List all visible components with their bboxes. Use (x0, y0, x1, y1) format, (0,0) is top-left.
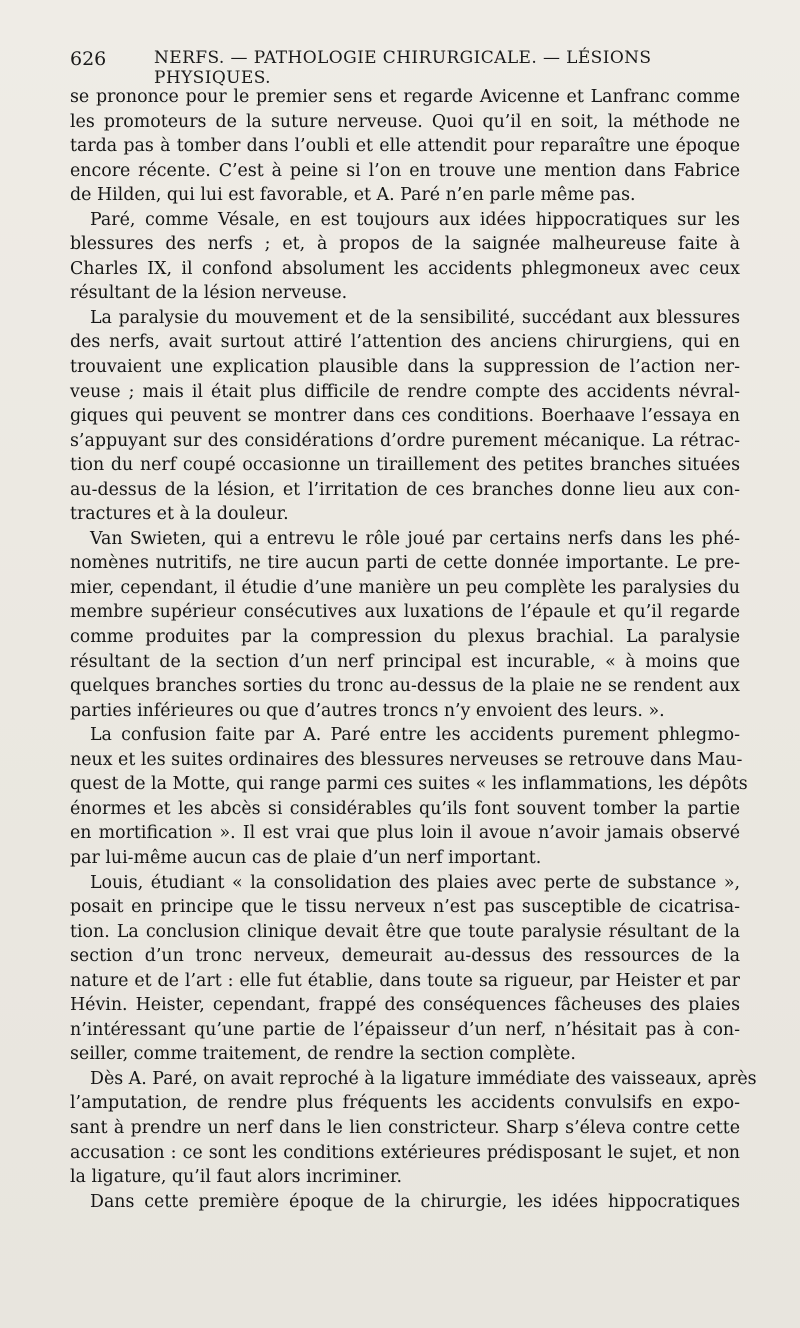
paragraph (70, 85, 740, 208)
text-line: s’appuyant sur des considérations d’ordre purement mécanique. La rétrac- (70, 430, 740, 451)
text-line: trouvaient une explication plausible dans la suppression de l’action ner- (70, 357, 740, 378)
text-line: posait en principe que le tissu nerveux n’est pas susceptible de cicatrisa- (70, 897, 740, 918)
text-line: tractures et à la douleur. (70, 504, 289, 525)
running-header (70, 48, 740, 88)
text-line: Louis, étudiant « la consolidation des plaies avec perte de substance », (90, 872, 740, 893)
text-line: Dans cette première époque de la chirurgie, les idées hippocratiques (90, 1191, 740, 1212)
text-line: tarda pas à tomber dans l’oubli et elle attendit pour reparaître une époque (70, 136, 740, 157)
text-line: résultant de la lésion nerveuse. (70, 283, 348, 304)
paragraph (70, 1067, 757, 1190)
text-line: quest de la Motte, qui range parmi ces suites « les inflammations, les dépôts (70, 774, 748, 795)
text-line: accusation : ce sont les conditions extérieures prédisposant le sujet, et non (70, 1142, 740, 1163)
text-line: énormes et les abcès si considérables qu’ils font souvent tomber la partie (70, 798, 740, 819)
text-line: section d’un tronc nerveux, demeurait au-dessus des ressources de la (70, 946, 740, 967)
paragraph (70, 306, 740, 527)
text-line: La confusion faite par A. Paré entre les accidents purement phlegmo- (90, 725, 740, 746)
text-line: sant à prendre un nerf dans le lien constricteur. Sharp s’éleva contre cette (70, 1117, 740, 1138)
text-line: parties inférieures ou que d’autres troncs n’y envoient des leurs. ». (70, 700, 665, 721)
text-line: au-dessus de la lésion, et l’irritation de ces branches donne lieu aux con- (70, 479, 740, 500)
text-line: seiller, comme traitement, de rendre la section complète. (70, 1044, 576, 1065)
paragraph (70, 527, 740, 723)
paragraph (70, 1190, 740, 1215)
text-line: résultant de la section d’un nerf principal est incurable, « à moins que (70, 651, 740, 672)
text-line: tion. La conclusion clinique devait être que toute paralysie résultant de la (70, 921, 740, 942)
text-line: des nerfs, avait surtout attiré l’attention des anciens chirurgiens, qui en (70, 332, 740, 353)
text-line: en mortification ». Il est vrai que plus loin il avoue n’avoir jamais observé (70, 823, 740, 844)
text-line: veuse ; mais il était plus difficile de rendre compte des accidents névral- (70, 381, 740, 402)
text-line: encore récente. C’est à peine si l’on en trouve une mention dans Fabrice (70, 160, 740, 181)
text-line: quelques branches sorties du tronc au-dessus de la plaie ne se rendent aux (70, 676, 740, 697)
text-line: les promoteurs de la suture nerveuse. Quoi qu’il en soit, la méthode ne (70, 111, 740, 132)
text-line: blessures des nerfs ; et, à propos de la saignée malheureuse faite à (70, 234, 740, 255)
text-line: membre supérieur consécutives aux luxations de l’épaule et qu’il regarde (70, 602, 740, 623)
text-line: de Hilden, qui lui est favorable, et A. Paré n’en parle même pas. (70, 185, 636, 206)
text-line: Hévin. Heister, cependant, frappé des conséquences fâcheuses des plaies (70, 995, 740, 1016)
text-line: comme produites par la compression du plexus brachial. La paralysie (70, 627, 740, 648)
paragraph (70, 871, 740, 1067)
text-line: nature et de l’art : elle fut établie, dans toute sa rigueur, par Heister et par (70, 970, 740, 991)
text-line: par lui-même aucun cas de plaie d’un nerf important. (70, 847, 542, 868)
text-line: n’intéressant qu’une partie de l’épaisseur d’un nerf, n’hésitait pas à con- (70, 1019, 740, 1040)
text-line: se prononce pour le premier sens et regarde Avicenne et Lanfranc comme (70, 87, 740, 107)
text-line: Paré, comme Vésale, en est toujours aux idées hippocratiques sur les (90, 209, 740, 230)
text-line: Dès A. Paré, on avait reproché à la ligature immédiate des vaisseaux, après (90, 1068, 757, 1089)
text-line: La paralysie du mouvement et de la sensibilité, succédant aux blessures (90, 307, 740, 328)
header-title: NERFS. — PATHOLOGIE CHIRURGICALE. — LÉSIONS PHYSIQUES. (154, 48, 652, 88)
text-line: nomènes nutritifs, ne tire aucun parti de cette donnée importante. Le pre- (70, 553, 740, 574)
text-line: Charles IX, il confond absolument les accidents phlegmoneux avec ceux (70, 258, 740, 279)
text-line: tion du nerf coupé occasionne un tiraillement des petites branches situées (70, 455, 740, 476)
text-line: neux et les suites ordinaires des blessures nerveuses se retrouve dans Mau- (70, 749, 743, 770)
text-line: Van Swieten, qui a entrevu le rôle joué par certains nerfs dans les phé- (90, 528, 740, 549)
paragraph (70, 723, 748, 870)
paragraph (70, 208, 740, 306)
text-line: giques qui peuvent se montrer dans ces conditions. Boerhaave l’essaya en (70, 406, 740, 427)
body-text (70, 85, 757, 1214)
text-line: l’amputation, de rendre plus fréquents les accidents convulsifs en expo- (70, 1093, 740, 1114)
page-number: 626 (70, 48, 107, 70)
text-line: la ligature, qu’il faut alors incriminer. (70, 1167, 402, 1188)
text-line: mier, cependant, il étudie d’une manière un peu complète les paralysies du (70, 577, 740, 598)
